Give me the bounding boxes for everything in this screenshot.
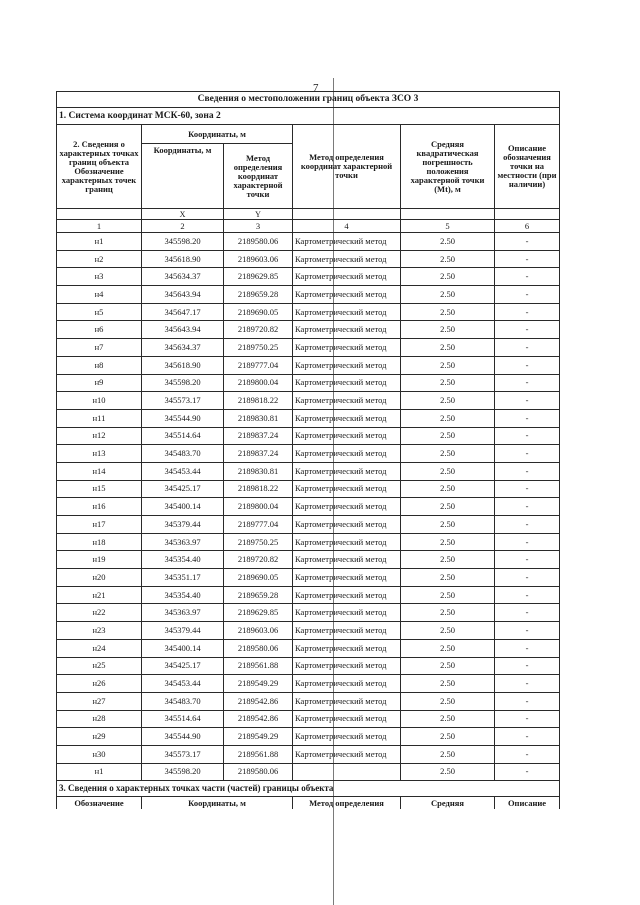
accuracy-cell: 2.50	[401, 268, 495, 286]
coord-x: 345598.20	[142, 374, 224, 392]
point-id: н16	[57, 498, 142, 516]
method-cell: Картометрический метод	[293, 604, 401, 622]
table-row	[57, 356, 560, 374]
section3-header-coordinates: Координаты, м	[142, 797, 293, 810]
table-row	[57, 533, 560, 551]
accuracy-cell: 2.50	[401, 480, 495, 498]
table-row	[57, 604, 560, 622]
point-id: н28	[57, 710, 142, 728]
table-row	[57, 551, 560, 569]
column-number-6: 6	[495, 220, 560, 233]
coord-x: 345514.64	[142, 427, 224, 445]
method-cell: Картометрический метод	[293, 250, 401, 268]
coord-y: 2189800.04	[224, 374, 293, 392]
accuracy-cell: 2.50	[401, 286, 495, 304]
description-cell: -	[495, 604, 560, 622]
accuracy-cell: 2.50	[401, 639, 495, 657]
description-cell: -	[495, 516, 560, 534]
table-row	[57, 374, 560, 392]
coord-x: 345453.44	[142, 675, 224, 693]
table-row	[57, 639, 560, 657]
coord-x: 345483.70	[142, 692, 224, 710]
point-id: н26	[57, 675, 142, 693]
coord-y: 2189542.86	[224, 710, 293, 728]
coord-x: 345643.94	[142, 321, 224, 339]
header-method: Метод определения координат характерной точки	[293, 125, 401, 209]
table-row	[57, 480, 560, 498]
header-description: Описание обозначения точки на местности (при наличии)	[495, 125, 560, 209]
accuracy-cell: 2.50	[401, 586, 495, 604]
accuracy-cell: 2.50	[401, 533, 495, 551]
coord-x: 345363.97	[142, 604, 224, 622]
table-row	[57, 657, 560, 675]
column-number-1: 1	[57, 220, 142, 233]
coord-x: 345618.90	[142, 356, 224, 374]
accuracy-cell: 2.50	[401, 551, 495, 569]
coord-y: 2189659.28	[224, 286, 293, 304]
page-number: 7	[313, 82, 319, 94]
coord-x: 345379.44	[142, 622, 224, 640]
method-cell: Картометрический метод	[293, 657, 401, 675]
accuracy-cell: 2.50	[401, 728, 495, 746]
coord-x: 345351.17	[142, 569, 224, 587]
coord-y: 2189549.29	[224, 675, 293, 693]
coord-x: 345363.97	[142, 533, 224, 551]
method-cell: Картометрический метод	[293, 480, 401, 498]
coord-y: 2189830.81	[224, 409, 293, 427]
point-id: н23	[57, 622, 142, 640]
coord-y: 2189629.85	[224, 268, 293, 286]
coord-x: 345573.17	[142, 745, 224, 763]
coord-y: 2189818.22	[224, 480, 293, 498]
header-coordinates-sub: Координаты, м	[142, 144, 224, 209]
method-cell: Картометрический метод	[293, 374, 401, 392]
point-id: н22	[57, 604, 142, 622]
table-row	[57, 675, 560, 693]
accuracy-cell: 2.50	[401, 675, 495, 693]
coord-y: 2189561.88	[224, 745, 293, 763]
coord-y: 2189603.06	[224, 250, 293, 268]
coord-x: 345453.44	[142, 462, 224, 480]
description-cell: -	[495, 551, 560, 569]
accuracy-cell: 2.50	[401, 692, 495, 710]
coord-y: 2189837.24	[224, 427, 293, 445]
table-row	[57, 586, 560, 604]
description-cell: -	[495, 710, 560, 728]
coord-x: 345514.64	[142, 710, 224, 728]
point-id: н10	[57, 392, 142, 410]
description-cell: -	[495, 356, 560, 374]
method-cell: Картометрический метод	[293, 321, 401, 339]
accuracy-cell: 2.50	[401, 321, 495, 339]
method-cell: Картометрический метод	[293, 445, 401, 463]
description-cell: -	[495, 250, 560, 268]
method-cell: Картометрический метод	[293, 462, 401, 480]
point-id: н9	[57, 374, 142, 392]
header-x: X	[142, 209, 224, 220]
point-id: н19	[57, 551, 142, 569]
method-cell: Картометрический метод	[293, 516, 401, 534]
coord-y: 2189603.06	[224, 622, 293, 640]
table-row	[57, 498, 560, 516]
coord-y: 2189629.85	[224, 604, 293, 622]
table-row	[57, 710, 560, 728]
table-row	[57, 303, 560, 321]
header-y: Y	[224, 209, 293, 220]
method-cell: Картометрический метод	[293, 692, 401, 710]
description-cell: -	[495, 533, 560, 551]
section3-header-designation: Обозначение	[57, 797, 142, 810]
table-row	[57, 516, 560, 534]
method-cell: Картометрический метод	[293, 533, 401, 551]
section3-header-accuracy: Средняя	[401, 797, 495, 810]
point-id: н3	[57, 268, 142, 286]
coord-x: 345379.44	[142, 516, 224, 534]
coord-y: 2189659.28	[224, 586, 293, 604]
description-cell: -	[495, 392, 560, 410]
description-cell: -	[495, 321, 560, 339]
coord-y: 2189580.06	[224, 763, 293, 781]
section-3-label: 3. Сведения о характерных точках части (частей) границы объекта	[57, 781, 560, 797]
point-id: н17	[57, 516, 142, 534]
coord-y: 2189777.04	[224, 356, 293, 374]
accuracy-cell: 2.50	[401, 233, 495, 251]
point-id: н6	[57, 321, 142, 339]
point-id: н12	[57, 427, 142, 445]
description-cell: -	[495, 339, 560, 357]
description-cell: -	[495, 374, 560, 392]
coord-x: 345634.37	[142, 268, 224, 286]
coord-y: 2189818.22	[224, 392, 293, 410]
accuracy-cell: 2.50	[401, 374, 495, 392]
table-row	[57, 286, 560, 304]
point-id: н24	[57, 639, 142, 657]
method-cell	[293, 763, 401, 781]
table-row	[57, 692, 560, 710]
description-cell: -	[495, 586, 560, 604]
coord-x: 345400.14	[142, 639, 224, 657]
column-number-4: 4	[293, 220, 401, 233]
accuracy-cell: 2.50	[401, 392, 495, 410]
point-id: н7	[57, 339, 142, 357]
method-cell: Картометрический метод	[293, 622, 401, 640]
accuracy-cell: 2.50	[401, 250, 495, 268]
coord-y: 2189830.81	[224, 462, 293, 480]
point-id: н5	[57, 303, 142, 321]
description-cell: -	[495, 445, 560, 463]
table-row	[57, 745, 560, 763]
header-xy-blank	[293, 209, 401, 220]
method-cell: Картометрический метод	[293, 356, 401, 374]
accuracy-cell: 2.50	[401, 745, 495, 763]
section3-header-description: Описание	[495, 797, 560, 810]
description-cell: -	[495, 409, 560, 427]
method-cell: Картометрический метод	[293, 339, 401, 357]
point-id: н14	[57, 462, 142, 480]
method-cell: Картометрический метод	[293, 675, 401, 693]
point-id: н1	[57, 233, 142, 251]
method-cell: Картометрический метод	[293, 639, 401, 657]
method-cell: Картометрический метод	[293, 586, 401, 604]
coord-x: 345634.37	[142, 339, 224, 357]
coord-x: 345400.14	[142, 498, 224, 516]
description-cell: -	[495, 480, 560, 498]
table-row	[57, 462, 560, 480]
table-row	[57, 622, 560, 640]
table-row	[57, 445, 560, 463]
accuracy-cell: 2.50	[401, 409, 495, 427]
accuracy-cell: 2.50	[401, 339, 495, 357]
coord-y: 2189800.04	[224, 498, 293, 516]
method-cell: Картометрический метод	[293, 498, 401, 516]
coord-y: 2189720.82	[224, 321, 293, 339]
coord-y: 2189690.05	[224, 569, 293, 587]
point-id: н27	[57, 692, 142, 710]
point-id: н29	[57, 728, 142, 746]
method-cell: Картометрический метод	[293, 392, 401, 410]
table-row	[57, 569, 560, 587]
description-cell: -	[495, 728, 560, 746]
table-row	[57, 250, 560, 268]
description-cell: -	[495, 286, 560, 304]
coord-x: 345483.70	[142, 445, 224, 463]
point-id: н2	[57, 250, 142, 268]
description-cell: -	[495, 657, 560, 675]
table-row	[57, 392, 560, 410]
header-method-coords: Метод определения координат характерной точки	[224, 144, 293, 209]
header-xy-blank	[57, 209, 142, 220]
description-cell: -	[495, 745, 560, 763]
column-number-2: 2	[142, 220, 224, 233]
accuracy-cell: 2.50	[401, 462, 495, 480]
table-row	[57, 233, 560, 251]
accuracy-cell: 2.50	[401, 356, 495, 374]
coord-y: 2189777.04	[224, 516, 293, 534]
table-row	[57, 427, 560, 445]
point-id: н11	[57, 409, 142, 427]
table-row	[57, 728, 560, 746]
header-accuracy: Средняя квадратическая погрешность положения характерной точки (Mt), м	[401, 125, 495, 209]
coord-y: 2189580.06	[224, 233, 293, 251]
accuracy-cell: 2.50	[401, 445, 495, 463]
header-xy-blank	[495, 209, 560, 220]
coord-y: 2189561.88	[224, 657, 293, 675]
accuracy-cell: 2.50	[401, 622, 495, 640]
coord-x: 345544.90	[142, 728, 224, 746]
description-cell: -	[495, 639, 560, 657]
header-xy-blank	[401, 209, 495, 220]
coord-y: 2189837.24	[224, 445, 293, 463]
header-point-designation: 2. Сведения о характерных точках границ объекта Обозначение характерных точек границ	[57, 125, 142, 209]
description-cell: -	[495, 692, 560, 710]
coord-x: 345598.20	[142, 763, 224, 781]
table-row	[57, 321, 560, 339]
coord-x: 345647.17	[142, 303, 224, 321]
method-cell: Картометрический метод	[293, 745, 401, 763]
header-coordinates-group: Координаты, м	[142, 125, 293, 144]
accuracy-cell: 2.50	[401, 604, 495, 622]
method-cell: Картометрический метод	[293, 710, 401, 728]
table-row	[57, 409, 560, 427]
accuracy-cell: 2.50	[401, 710, 495, 728]
coord-x: 345643.94	[142, 286, 224, 304]
coord-x: 345618.90	[142, 250, 224, 268]
description-cell: -	[495, 233, 560, 251]
coord-x: 345354.40	[142, 586, 224, 604]
method-cell: Картометрический метод	[293, 286, 401, 304]
coord-y: 2189549.29	[224, 728, 293, 746]
method-cell: Картометрический метод	[293, 427, 401, 445]
coord-x: 345544.90	[142, 409, 224, 427]
point-id: н20	[57, 569, 142, 587]
method-cell: Картометрический метод	[293, 233, 401, 251]
point-id: н25	[57, 657, 142, 675]
coord-y: 2189690.05	[224, 303, 293, 321]
table-row	[57, 763, 560, 781]
table-row	[57, 268, 560, 286]
accuracy-cell: 2.50	[401, 569, 495, 587]
description-cell: -	[495, 268, 560, 286]
coord-x: 345598.20	[142, 233, 224, 251]
point-id: н8	[57, 356, 142, 374]
description-cell: -	[495, 622, 560, 640]
accuracy-cell: 2.50	[401, 498, 495, 516]
point-id: н21	[57, 586, 142, 604]
column-number-3: 3	[224, 220, 293, 233]
accuracy-cell: 2.50	[401, 657, 495, 675]
description-cell: -	[495, 498, 560, 516]
description-cell: -	[495, 763, 560, 781]
document-title: Сведения о местоположении границ объекта ЗСО 3	[57, 92, 560, 108]
coord-x: 345354.40	[142, 551, 224, 569]
coord-y: 2189750.25	[224, 533, 293, 551]
method-cell: Картометрический метод	[293, 303, 401, 321]
description-cell: -	[495, 303, 560, 321]
point-id: н30	[57, 745, 142, 763]
accuracy-cell: 2.50	[401, 303, 495, 321]
description-cell: -	[495, 462, 560, 480]
description-cell: -	[495, 675, 560, 693]
section3-header-method: Метод определения	[293, 797, 401, 810]
point-id: н4	[57, 286, 142, 304]
coord-x: 345425.17	[142, 657, 224, 675]
method-cell: Картометрический метод	[293, 728, 401, 746]
coord-x: 345573.17	[142, 392, 224, 410]
coord-y: 2189580.06	[224, 639, 293, 657]
point-id: н18	[57, 533, 142, 551]
point-id: н13	[57, 445, 142, 463]
table-row	[57, 339, 560, 357]
method-cell: Картометрический метод	[293, 551, 401, 569]
coord-y: 2189720.82	[224, 551, 293, 569]
accuracy-cell: 2.50	[401, 516, 495, 534]
column-number-5: 5	[401, 220, 495, 233]
method-cell: Картометрический метод	[293, 268, 401, 286]
accuracy-cell: 2.50	[401, 427, 495, 445]
coord-y: 2189542.86	[224, 692, 293, 710]
point-id: н15	[57, 480, 142, 498]
coord-y: 2189750.25	[224, 339, 293, 357]
accuracy-cell: 2.50	[401, 763, 495, 781]
point-id: н1	[57, 763, 142, 781]
description-cell: -	[495, 569, 560, 587]
coord-x: 345425.17	[142, 480, 224, 498]
coordinates-table	[56, 91, 560, 809]
method-cell: Картометрический метод	[293, 409, 401, 427]
coordinate-system-label: 1. Система координат МСК-60, зона 2	[57, 108, 560, 125]
method-cell: Картометрический метод	[293, 569, 401, 587]
description-cell: -	[495, 427, 560, 445]
